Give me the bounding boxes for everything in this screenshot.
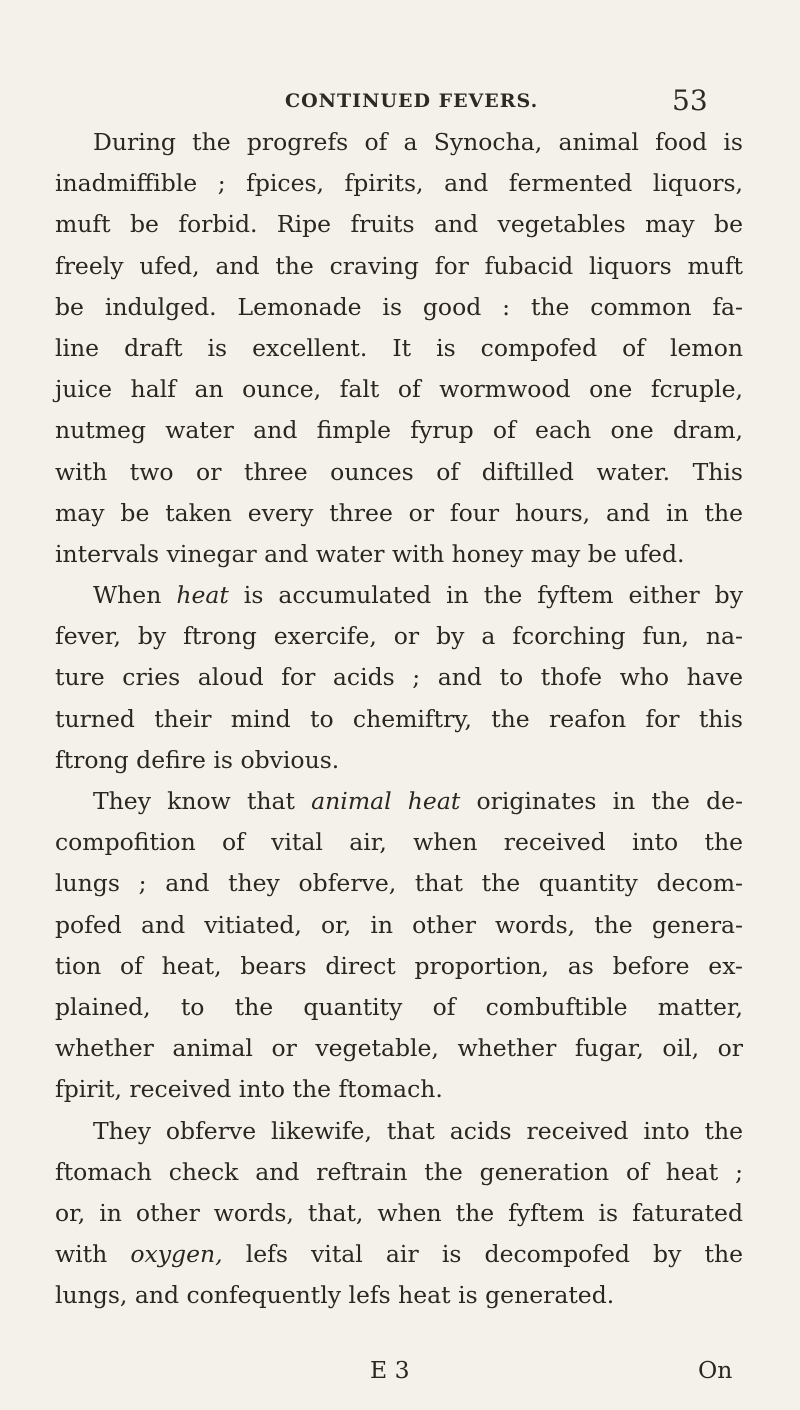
text-line: [55, 204, 743, 245]
text-run: When: [93, 581, 177, 610]
text-line: [55, 493, 743, 534]
text-run: intervals vinegar and water with honey may be ufed.: [55, 539, 685, 568]
text-run: tion of heat, bears direct proportion, as before ex-: [55, 951, 743, 980]
text-line: [55, 616, 743, 657]
text-line: [55, 369, 743, 410]
paragraph: [55, 1111, 743, 1317]
text-run: may be taken every three or four hours, and in the: [55, 498, 743, 527]
text-line: [55, 287, 743, 328]
text-run: During the progrefs of a Synocha, animal food is: [93, 128, 743, 156]
text-line: [55, 1111, 743, 1152]
text-run: or, in other words, that, when the fyftem is faturated: [55, 1198, 743, 1227]
text-run: freely ufed, and the craving for fubacid liquors muft: [55, 251, 743, 280]
text-line: [55, 1275, 743, 1316]
text-line: [55, 905, 743, 946]
paragraph: [55, 575, 743, 781]
catchword: On: [698, 1356, 733, 1384]
text-run: turned their mind to chemiftry, the reafon for this: [55, 704, 743, 733]
text-line: [55, 452, 743, 493]
text-run: line draft is excellent. It is compofed of lemon: [55, 333, 743, 362]
text-run: ture cries aloud for acids ; and to thofe who have: [55, 663, 743, 692]
text-run: lefs vital air is decompofed by the: [222, 1240, 743, 1269]
text-line: [55, 822, 743, 863]
text-line: [55, 534, 743, 575]
text-line: [55, 328, 743, 369]
text-run: originates in the de-: [460, 787, 743, 815]
text-run: ftrong defire is obvious.: [55, 745, 340, 774]
text-run: with two or three ounces of diftilled water. This: [55, 457, 743, 486]
text-line: [55, 246, 743, 287]
text-line: [55, 575, 743, 616]
text-run: compofition of vital air, when received into the: [55, 828, 743, 857]
text-line: [55, 163, 743, 204]
text-line: [55, 740, 743, 781]
text-line: [55, 1152, 743, 1193]
text-run: ftomach check and reftrain the generation of heat ;: [55, 1157, 743, 1186]
text-run: be indulged. Lemonade is good : the common fa-: [55, 292, 743, 321]
text-line: [55, 1069, 743, 1110]
text-line: [55, 863, 743, 904]
text-run: whether animal or vegetable, whether fugar, oil, or: [55, 1034, 743, 1063]
text-run: juice half an ounce, falt of wormwood one fcruple,: [55, 375, 743, 404]
italic-term: heat: [176, 581, 229, 610]
italic-term: animal heat: [311, 787, 461, 815]
text-run: They know that: [93, 787, 312, 815]
text-run: pofed and vitiated, or, in other words, the genera-: [55, 910, 743, 939]
text-run: with: [55, 1240, 131, 1269]
text-line: [55, 410, 743, 451]
text-run: is accumulated in the fyftem either by: [228, 581, 744, 610]
running-header: [0, 84, 800, 124]
text-run: inadmiffible ; fpices, fpirits, and fermented liquors,: [55, 169, 743, 198]
text-line: [55, 1234, 743, 1275]
text-line: [55, 657, 743, 698]
text-run: They obferve likewife, that acids received into the: [93, 1116, 743, 1145]
italic-term: oxygen,: [130, 1240, 223, 1269]
signature-mark: E 3: [370, 1356, 410, 1384]
text-line: [55, 699, 743, 740]
running-title: CONTINUED FEVERS.: [285, 90, 539, 112]
text-run: muft be forbid. Ripe fruits and vegetables may be: [55, 210, 743, 239]
text-line: [55, 1193, 743, 1234]
text-line: [55, 122, 743, 163]
text-run: plained, to the quantity of combuftible matter,: [55, 992, 743, 1021]
text-line: [55, 781, 743, 822]
page-footer: [0, 1356, 800, 1396]
text-run: lungs, and confequently lefs heat is generated.: [55, 1281, 615, 1310]
body-text: [55, 122, 743, 1316]
paragraph: [55, 781, 743, 1111]
text-run: lungs ; and they obferve, that the quantity decom-: [55, 869, 743, 898]
text-run: nutmeg water and fimple fyrup of each one dram,: [55, 416, 743, 445]
text-line: [55, 946, 743, 987]
text-line: [55, 1028, 743, 1069]
text-run: fever, by ftrong exercife, or by a fcorching fun, na-: [55, 622, 743, 651]
page-number: 53: [672, 84, 708, 117]
text-line: [55, 987, 743, 1028]
text-run: fpirit, received into the ftomach.: [55, 1075, 443, 1104]
paragraph: [55, 122, 743, 575]
